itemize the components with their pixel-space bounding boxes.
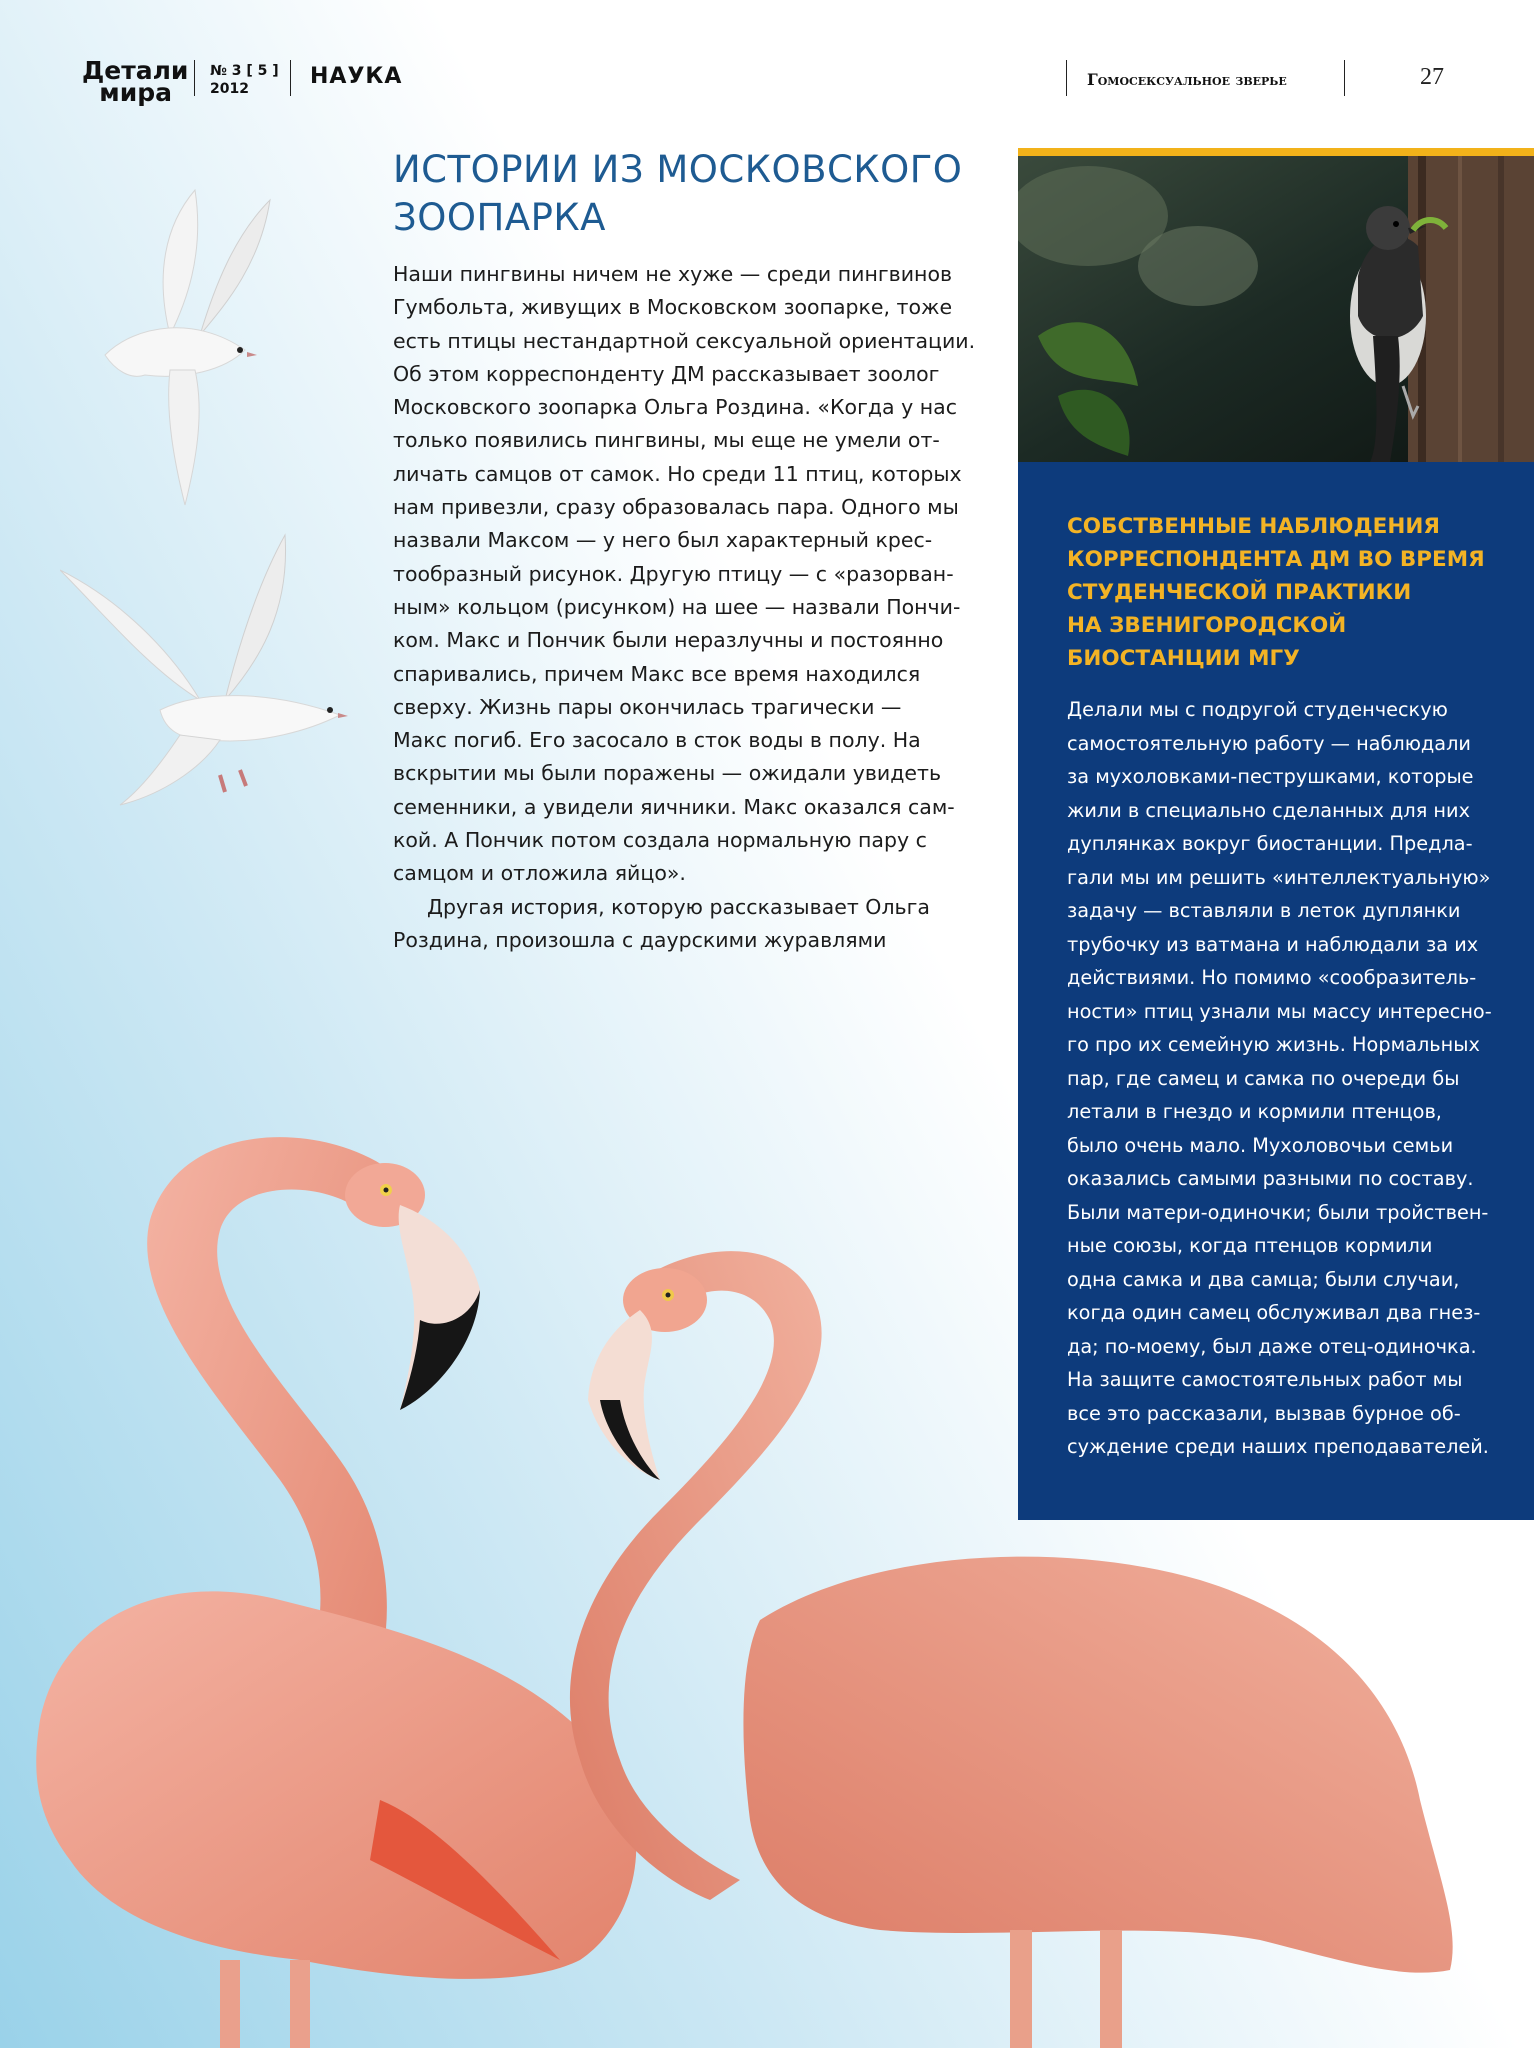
sidebar-accent-stripe — [1018, 148, 1534, 156]
article-line: тообразный рисунок. Другую птицу — с «разорван- — [393, 561, 954, 586]
article-line: ком. Макс и Пончик были неразлучны и постоянно — [393, 628, 944, 653]
article-line: Московского зоопарка Ольга Роздина. «Когда у нас — [393, 395, 957, 420]
article-line: Роздина, произошла с даурскими журавлями — [393, 927, 887, 952]
header-divider — [290, 60, 291, 96]
article-line: спаривались, причем Макс все время находился — [393, 661, 921, 686]
sidebar-heading-line: КОРРЕСПОНДЕНТА ДМ ВО ВРЕМЯ — [1067, 547, 1485, 572]
sidebar-heading-line: БИОСТАНЦИИ МГУ — [1067, 646, 1300, 671]
article-title — [393, 146, 993, 242]
sidebar-heading-line: СТУДЕНЧЕСКОЙ ПРАКТИКИ — [1067, 580, 1412, 605]
article-line: Другая история, которую рассказывает Ольга — [427, 894, 930, 919]
article-line: личать самцов от самок. Но среди 11 птиц, которых — [393, 461, 962, 486]
article-title-line: ИСТОРИИ ИЗ МОСКОВСКОГО — [393, 148, 963, 191]
article-line: есть птицы нестандартной сексуальной ориентации. — [393, 328, 976, 353]
header-divider — [194, 60, 195, 96]
logo-line-1: Детали — [82, 56, 189, 85]
article-line: Наши пингвины ничем не хуже — среди пингвинов — [393, 262, 953, 286]
sidebar-line: когда один самец обслуживал два гнез- — [1067, 1301, 1481, 1324]
sidebar-heading-line: НА ЗВЕНИГОРОДСКОЙ — [1067, 613, 1347, 638]
sidebar-line: го про их семейную жизнь. Нормальных — [1067, 1033, 1480, 1056]
sidebar-line: гали мы им решить «интеллектуальную» — [1067, 865, 1491, 889]
sidebar-line: пар, где самец и самка по очереди бы — [1067, 1066, 1460, 1090]
article-line: нам привезли, сразу образовалась пара. Одного мы — [393, 495, 959, 520]
sidebar-line: действиями. Но помимо «сообразитель- — [1067, 966, 1477, 989]
logo-line-2: мира — [99, 78, 172, 107]
sidebar-line: трубочку из ватмана и наблюдали за их — [1067, 932, 1479, 956]
article-line: Макс погиб. Его засосало в сток воды в полу. На — [393, 728, 921, 753]
sidebar-line: ности» птиц узнали мы массу интересно- — [1067, 999, 1492, 1023]
sidebar-line: самостоятельную работу — наблюдали — [1067, 731, 1471, 755]
article-line: сверху. Жизнь пары окончилась трагически — — [393, 694, 902, 719]
article-line: Об этом корреспонденту ДМ рассказывает зоолог — [393, 361, 940, 386]
sidebar-line: да; по-моему, был даже отец-одиночка. — [1067, 1334, 1477, 1358]
header-divider — [1344, 60, 1345, 96]
sidebar-line: за мухоловками-пеструшками, которые — [1067, 765, 1474, 788]
sidebar-line: одна самка и два самца; были случаи, — [1067, 1267, 1460, 1291]
sidebar-line: было очень мало. Мухоловочьи семьи — [1067, 1133, 1454, 1157]
sidebar-line: все это рассказали, вызвав бурное об- — [1067, 1401, 1461, 1425]
sidebar-line: На защите самостоятельных работ мы — [1067, 1368, 1463, 1391]
sidebar-heading — [1067, 510, 1517, 675]
flamingos-image — [0, 1100, 1534, 2048]
article-body — [393, 258, 978, 957]
sidebar-line: летали в гнездо и кормили птенцов, — [1067, 1100, 1442, 1123]
sidebar-line: ные союзы, когда птенцов кормили — [1067, 1234, 1433, 1257]
sidebar-line: Делали мы с подругой студенческую — [1067, 698, 1448, 721]
issue-year: 2012 — [210, 81, 249, 97]
sidebar-line: задачу — вставляли в леток дуплянки — [1067, 899, 1461, 922]
sidebar-line: оказались самыми разными по составу. — [1067, 1167, 1474, 1190]
dove-image-top — [75, 185, 275, 515]
rubric-label: Гомосексуальное зверье — [1087, 70, 1287, 89]
article-line: только появились пингвины, мы еще не умели от- — [393, 428, 940, 453]
article-line: кой. А Пончик потом создала нормальную пару с — [393, 828, 927, 853]
issue-info — [210, 62, 279, 98]
magazine-logo — [82, 56, 189, 107]
sidebar-line: жили в специально сделанных для них — [1067, 798, 1470, 822]
article-line: семенники, а увидели яичники. Макс оказался сам- — [393, 794, 955, 819]
article-line: вскрытии мы были поражены — ожидали увидеть — [393, 761, 942, 786]
article-title-line: ЗООПАРКА — [393, 196, 606, 239]
sidebar-line: дуплянках вокруг биостанции. Предла- — [1067, 832, 1473, 855]
article-line: назвали Максом — у него был характерный крес- — [393, 528, 933, 553]
header-divider — [1066, 60, 1067, 96]
article-line: ным» кольцом (рисунком) на шее — назвали Пончи- — [393, 594, 961, 619]
article-line: самцом и отложила яйцо». — [393, 861, 686, 886]
issue-number: № 3 [ 5 ] — [210, 63, 279, 79]
section-label: НАУКА — [310, 64, 403, 89]
page-number: 27 — [1420, 64, 1444, 90]
flycatcher-photo — [1018, 156, 1534, 462]
sidebar-line: Были матери-одиночки; были тройствен- — [1067, 1200, 1489, 1224]
sidebar-heading-line: СОБСТВЕННЫЕ НАБЛЮДЕНИЯ — [1067, 514, 1440, 539]
sidebar-line: суждение среди наших преподавателей. — [1067, 1435, 1489, 1458]
article-line: Гумбольта, живущих в Московском зоопарке, тоже — [393, 295, 953, 320]
dove-image-bottom — [60, 530, 350, 810]
